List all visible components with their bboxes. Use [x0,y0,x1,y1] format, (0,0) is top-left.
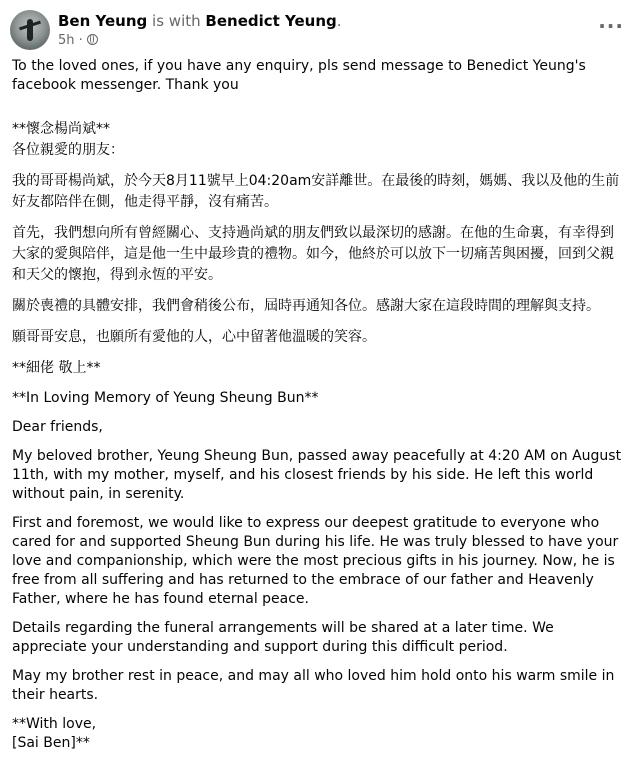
en-paragraph-2: First and foremost, we would like to express our deepest gratitude to everyone who cared for and supported Sheung Bun during his life. He was truly blessed to have your love and companionship, which were the most precious gifts in his journey. Now, he is free from all suffering and has returned to the embrace of our father and Heavenly Father, where he has found eternal peace. [12,515,623,607]
meta-separator: · [78,33,83,48]
en-paragraph-1: My beloved brother, Yeung Sheung Bun, passed away peacefully at 4:20 AM on August 11th, with my mother, myself, and his closest friends by his side. He left this world without pain, in serenity. [12,448,626,502]
post-content [12,57,626,763]
zh-signature: **細佬 敬上** [12,360,101,376]
en-greeting: Dear friends, [12,419,103,435]
en-signature-line-1: **With love, [12,716,97,732]
more-options-button[interactable]: ··· [598,14,624,38]
post-timestamp[interactable]: 5h [58,33,75,48]
zh-title: **懷念楊尚斌** [12,121,110,137]
zh-paragraph-3: 關於喪禮的具體安排，我們會稍後公布，屆時再通知各位。感謝大家在這段時間的理解與支持。 [12,298,600,314]
zh-paragraph-4: 願哥哥安息，也願所有愛他的人，心中留著他溫暖的笑容。 [12,329,376,345]
intro-text: To the loved ones, if you have any enquiry, pls send message to Benedict Yeung's facebook messenger. Thank you [12,58,591,93]
header-period: . [336,12,342,30]
zh-paragraph-1: 我的哥哥楊尚斌，於今天8月11號早上04:20am安詳離世。在最後的時刻，媽媽、我以及他的生前好友都陪伴在側，他走得平靜，沒有痛苦。 [12,173,620,210]
post-header [10,10,630,52]
en-title: **In Loving Memory of Yeung Sheung Bun** [12,390,319,406]
author-avatar[interactable] [10,10,50,50]
author-name[interactable]: Ben Yeung [58,12,148,30]
intro-spacer [12,105,622,119]
author-line [58,12,342,30]
en-paragraph-3: Details regarding the funeral arrangements will be shared at a later time. We appreciate your understanding and support during this difficult period. [12,620,559,655]
globe-icon[interactable] [87,34,98,45]
tagged-name[interactable]: Benedict Yeung [205,12,337,30]
zh-greeting: 各位親愛的朋友： [12,142,124,158]
en-paragraph-4: May my brother rest in peace, and may all who loved him hold onto his warm smile in their hearts. [12,668,619,703]
zh-paragraph-2: 首先，我們想向所有曾經關心、支持過尚斌的朋友們致以最深切的感謝。在他的生命裏，有幸得到大家的愛與陪伴，這是他一生中最珍貴的禮物。如今，他終於可以放下一切痛苦與困擾，回到父親和天父的懷抱，得到永恆的平安。 [12,225,614,283]
post-meta [58,33,98,48]
en-signature-line-2: [Sai Ben]** [12,735,90,751]
with-text: is with [152,12,201,30]
